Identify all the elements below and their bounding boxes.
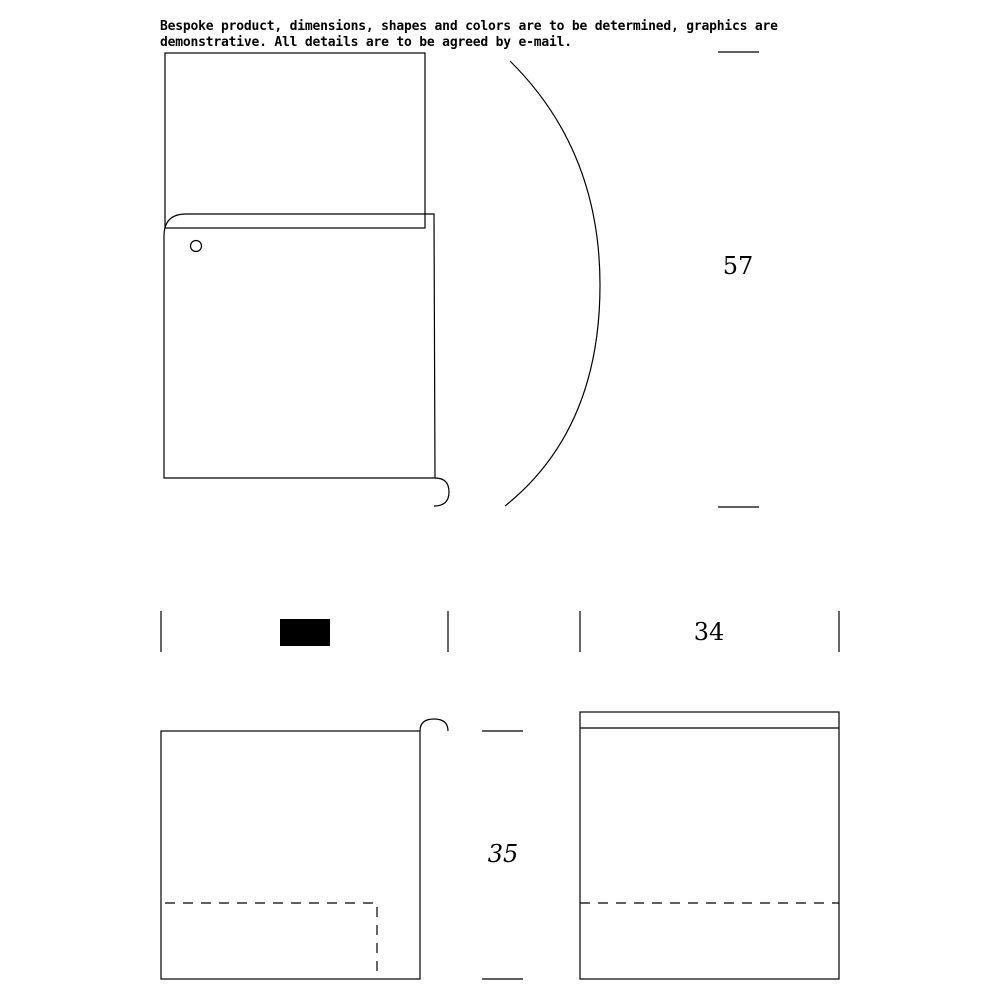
depth-dimension-label: 34: [693, 618, 725, 646]
disclaimer-note: Bespoke product, dimensions, shapes and colors are to be determined, graphics are demonstrative. All details are to be agreed by e-mail.: [160, 19, 778, 50]
front-curl: [420, 719, 448, 731]
front-view: [161, 719, 523, 979]
top-view: [164, 52, 759, 507]
width-dimension-row: [161, 611, 839, 652]
bolster-curl: [434, 478, 449, 506]
fastener-circle: [191, 241, 202, 252]
swing-arc: [505, 61, 600, 506]
seat-panel-outline: [164, 214, 435, 478]
front-hidden-drawer: [165, 903, 377, 979]
redacted-width-label: [280, 619, 330, 646]
front-body-outline: [161, 731, 420, 979]
height-dimension-label: 57: [722, 252, 754, 280]
side-view: [580, 712, 839, 979]
side-body-outline: [580, 712, 839, 979]
seat-height-dimension-label: 35: [487, 840, 519, 868]
back-cushion-outline: [165, 53, 425, 228]
